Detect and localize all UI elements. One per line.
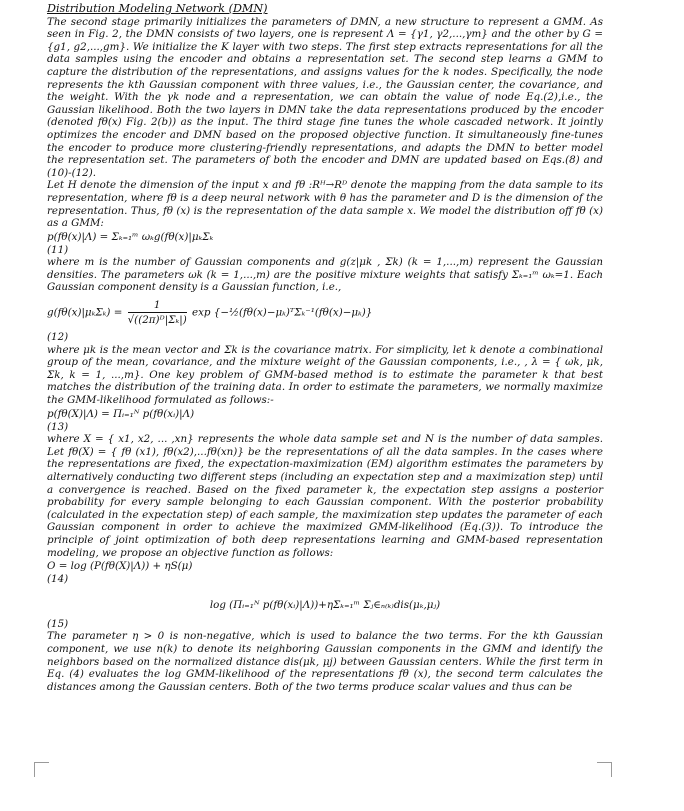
equation-12-fraction <box>128 298 187 327</box>
page-corner-mark-left <box>34 762 49 777</box>
paragraph-em-algorithm: where X = { x1, x2, ... ,xn} represents the whole data sample set and N is the number of data samples. Let fθ(X) = { fθ (x1), fθ(x2),...fθ(xn)} be the representations of all the data samples. In the cases where the representations are fixed, the expectation-maximization (EM) algorithm estimates the parameters by alternatively conducting two different steps (including an expectation step and a maximization step) until a convergence is reached. Based on the fixed parameter k, the expectation step assigns a posterior probability for every sample belonging to each Gaussian component. With the posterior probability (calculated in the expectation step) of each sample, the maximization step updates the parameter of each Gaussian component in order to achieve the maximized GMM-likelihood (Eq.(3)). To introduce the principle of joint optimization of both deep representations learning and GMM-based representation modeling, we propose an objective function as follows: <box>47 433 603 559</box>
paragraph-parameter-eta: The parameter η > 0 is non-negative, which is used to balance the two terms. For the kth Gaussian component, we use n(k) to denote its neighboring Gaussian components in the GMM and identify the neighbors based on the normalized distance dis(μk, μj) between Gaussian centers. While the first term in Eq. (4) evaluates the log GMM-likelihood of the representations fθ (x), the second term calculates the distances among the Gaussian centers. Both of the two terms produce scalar values and thus can be <box>47 630 603 693</box>
paragraph-mean-covariance: where μk is the mean vector and Σk is the covariance matrix. For simplicity, let k denote a combinational group of the mean, covariance, and the mixture weight of the Gaussian components, i.e., , λ = { ωk, μk, Σk, k = 1, ...,m}. One key problem of GMM-based method is to estimate the parameter k that best matches the distribution of the training data. In order to estimate the parameters, we normally maximize the GMM-likelihood formulated as follows:- <box>47 343 603 407</box>
equation-12-number: (12) <box>47 331 69 344</box>
equation-11-number: (11) <box>47 243 69 256</box>
equation-12-numerator: 1 <box>128 298 187 313</box>
equation-13-number: (13) <box>47 420 69 433</box>
equation-12-denominator: √((2π)ᴰ|Σₖ|) <box>127 314 187 327</box>
page-corner-mark-right <box>597 762 612 777</box>
equation-14: O = log (P(fθ(X)|Λ)) + ηS(μ) <box>47 560 193 573</box>
paragraph-gaussian-density: where m is the number of Gaussian components and g(z|μk , Σk) (k = 1,...,m) represent the Gaussian densities. The parameters ωk (k = 1,...,m) are the positive mixture weights that satisfy Σₖ₌₁ᵐ ωₖ=1. Each Gaussian component density is a Gaussian function, i.e., <box>47 256 603 294</box>
paragraph-mapping: Let H denote the dimension of the input x and fθ :Rᴴ→Rᴰ denote the mapping from the data sample to its representation, where fθ is a deep neural network with θ has the parameter and D is the dimension of the representation. Thus, fθ (x) is the representation of the data sample x. We model the distribution off fθ (x) as a GMM: <box>47 179 603 230</box>
equation-11: p(fθ(x)|Λ) = Σₖ₌₁ᵐ ωₖg(fθ(x)|μₖΣₖ <box>47 230 214 243</box>
equation-12-rhs: exp {−½(fθ(x)−μₖ)ᵀΣₖ⁻¹(fθ(x)−μₖ)} <box>192 306 373 319</box>
equation-12-lhs: g(fθ(x)|μₖΣₖ) = <box>47 306 123 319</box>
document-page <box>47 3 603 693</box>
equation-14-number: (14) <box>47 573 69 586</box>
equation-12 <box>47 298 603 327</box>
equation-15-number: (15) <box>47 617 69 630</box>
paragraph-dmn-intro: The second stage primarily initializes the parameters of DMN, a new structure to represent a GMM. As seen in Fig. 2, the DMN consists of two layers, one is represent Λ = {γ1, γ2,...,γm} and the other by G = {g1, g2,...,gm}. We initialize the K layer with two steps. The first step extracts representations for all the data samples using the encoder and obtains a representation set. The second step learns a GMM to capture the distribution of the representations, and assigns values for the k nodes. Specifically, the node represents the kth Gaussian component with three values, i.e., the Gaussian center, the covariance, and the weight. With the γk node and a representation, we can obtain the value of node Eq.(2),i.e., the Gaussian likelihood. Both the two layers in DMN take the data representations produced by the encoder (denoted fθ(x) Fig. 2(b)) as the input. The third stage fine tunes the whole cascaded network. It jointly optimizes the encoder and DMN based on the proposed objective function. It simultaneously fine-tunes the encoder to produce more clustering-friendly representations, and adapts the DMN to better model the representation set. The parameters of both the encoder and DMN are updated based on Eqs.(8) and (10)-(12). <box>47 15 603 179</box>
section-heading: Distribution Modeling Network (DMN) <box>47 2 268 15</box>
equation-15: log (Πᵢ₌₁ᴺ p(fθ(xᵢ)|Λ))+ηΣₖ₌₁ᵐ Σⱼ∈ₙ₍ₖ₎dis(μₖ,μⱼ) <box>209 598 441 611</box>
equation-13: p(fθ(X)|Λ) = Πᵢ₌₁ᴺ p(fθ(xᵢ)|Λ) <box>47 407 195 420</box>
